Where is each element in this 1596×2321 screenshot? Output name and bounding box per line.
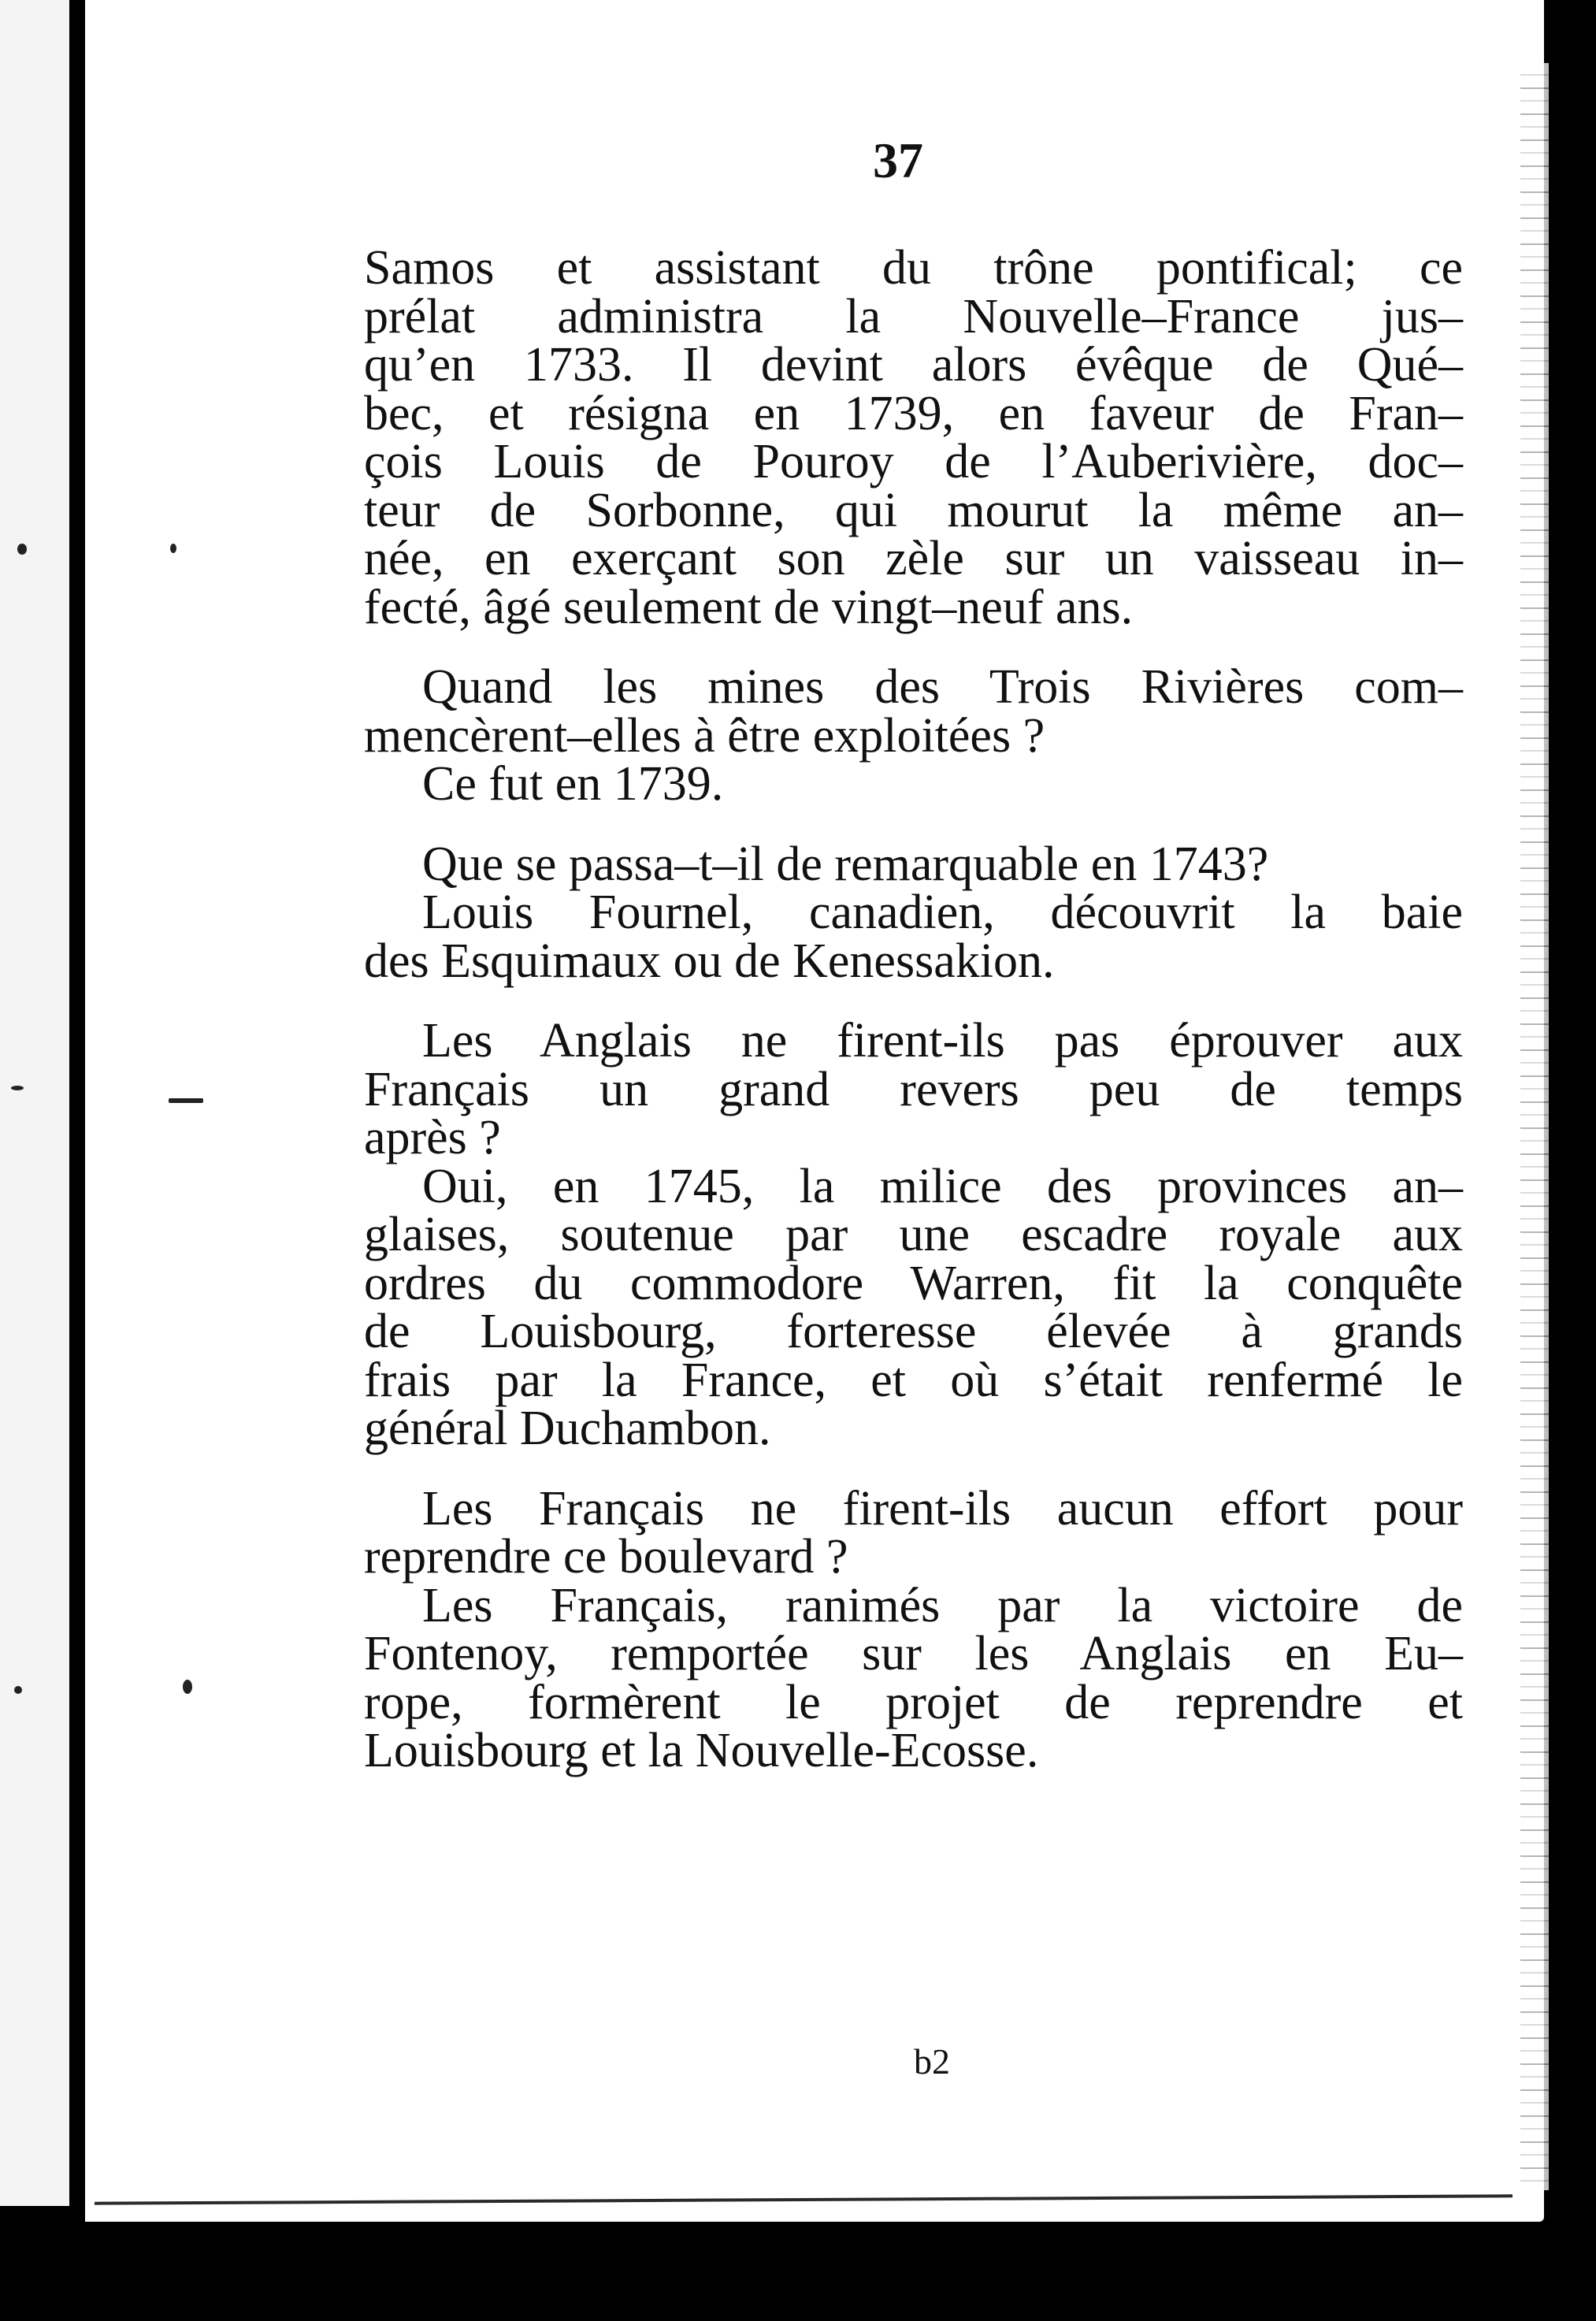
answer-line: ordres du commodore Warren, fit la conquête <box>364 1256 1463 1310</box>
scan-right-border <box>1549 0 1596 2321</box>
answer-line: frais par la France, et où s’était renfermé le <box>364 1353 1463 1407</box>
answer-line: rope, formèrent le projet de reprendre et <box>364 1675 1463 1729</box>
answer-line: général Duchambon. <box>364 1402 771 1455</box>
question-line: Quand les mines des Trois Rivières com– <box>422 660 1463 714</box>
text-line: Samos et assistant du trône pontifical; ce <box>364 241 1463 295</box>
text-line: teur de Sorbonne, qui mourut la même an– <box>364 483 1463 537</box>
body-text <box>364 241 1463 1777</box>
answer-line: Les Français, ranimés par la victoire de <box>422 1578 1463 1632</box>
text-line: çois Louis de Pouroy de l’Auberivière, doc– <box>364 435 1463 488</box>
question-line: Les Français ne firent-ils aucun effort pour <box>422 1481 1463 1536</box>
question-line: après ? <box>364 1111 501 1164</box>
adjacent-page-edge <box>0 0 69 2206</box>
signature-mark: b2 <box>914 2041 950 2081</box>
scan-bottom-border <box>0 2222 1596 2321</box>
answer-line: Fontenoy, remportée sur les Anglais en Eu– <box>364 1627 1463 1680</box>
text-line: fecté, âgé seulement de vingt–neuf ans. <box>364 580 1134 634</box>
margin-mark <box>11 1086 24 1090</box>
text-line: qu’en 1733. Il devint alors évêque de Qué– <box>364 338 1463 392</box>
margin-mark <box>183 1680 192 1694</box>
question-line: Que se passa–t–il de remarquable en 1743? <box>422 837 1269 891</box>
question-line: Les Anglais ne firent-ils pas éprouver aux <box>422 1014 1463 1068</box>
answer-line: de Louisbourg, forteresse élevée à grands <box>364 1305 1463 1358</box>
answer-line: Ce fut en 1739. <box>422 757 724 811</box>
question-line: mencèrent–elles à être exploitées ? <box>364 708 1045 763</box>
answer-line: Louis Fournel, canadien, découvrit la baie <box>422 886 1463 939</box>
answer-line: Louisbourg et la Nouvelle-Ecosse. <box>364 1724 1039 1777</box>
text-line: prélat administra la Nouvelle–France jus– <box>364 289 1463 344</box>
answer-line: des Esquimaux ou de Kenessakion. <box>364 934 1055 988</box>
answer-line: Oui, en 1745, la milice des provinces an– <box>422 1159 1463 1213</box>
answer-line: glaises, soutenue par une escadre royale aux <box>364 1208 1463 1261</box>
question-line: reprendre ce boulevard ? <box>364 1530 848 1584</box>
page-stack-edge <box>1520 63 1552 2190</box>
text-line: née, en exerçant son zèle sur un vaisseau in– <box>364 532 1463 585</box>
text-line: bec, et résigna en 1739, en faveur de Fran– <box>364 386 1463 440</box>
margin-mark <box>17 544 27 555</box>
binding-gutter <box>69 0 85 2321</box>
margin-mark <box>170 544 176 553</box>
question-line: Français un grand revers peu de temps <box>364 1062 1463 1116</box>
margin-mark <box>169 1098 203 1103</box>
page-number: 37 <box>873 132 923 188</box>
margin-mark <box>14 1686 22 1694</box>
